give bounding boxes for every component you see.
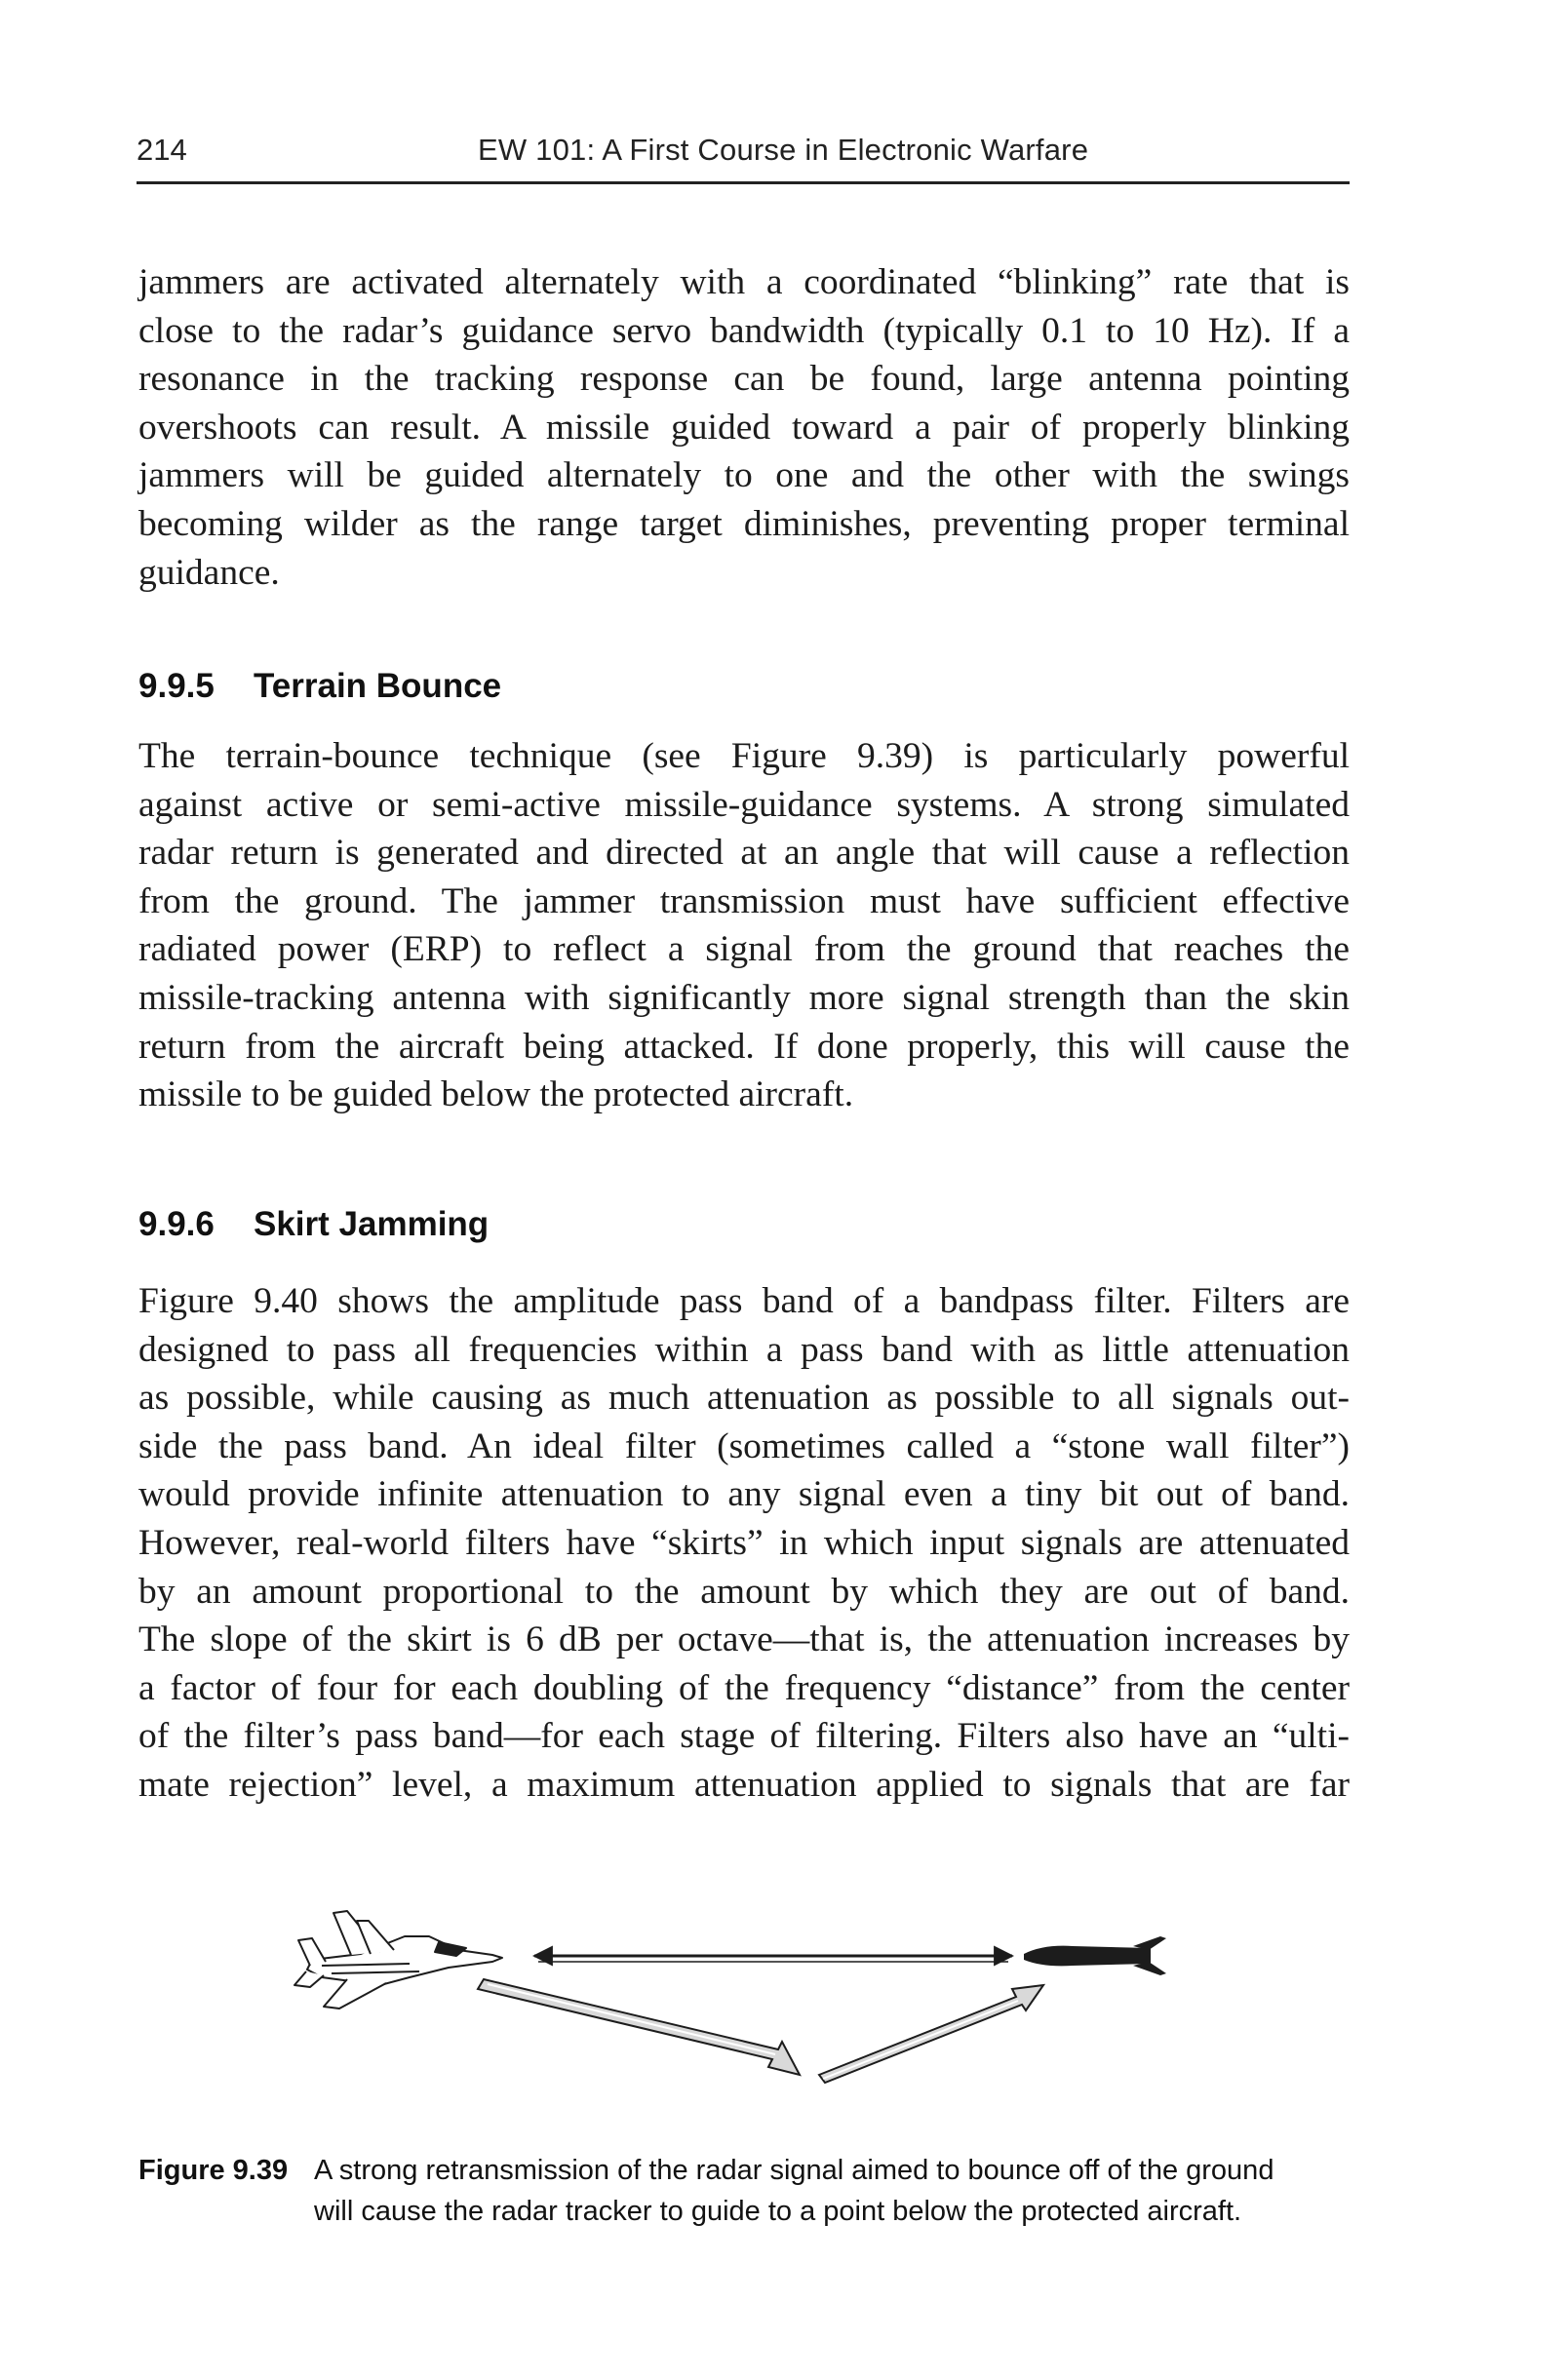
caption-text [314,2150,1357,2232]
paragraph-skirt-jamming [138,1277,1350,1810]
text-line: The slope of the skirt is 6 dB per octave—that is, the attenuation increases by [138,1619,1350,1660]
caption-line: A strong retransmission of the radar signal aimed to bounce off of the ground [314,2155,1274,2186]
section-title: Terrain Bounce [254,667,502,705]
fighter-jet-icon [294,1911,502,2009]
text-line: jammers will be guided alternately to one and the other with the swings [138,455,1350,496]
figure-terrain-bounce [293,1901,1229,2135]
running-header [137,125,1346,176]
text-line: However, real-world filters have “skirts” in which input signals are attenuated [138,1522,1350,1563]
running-title: EW 101: A First Course in Electronic Warfare [478,133,1089,167]
text-line: becoming wilder as the range target diminishes, preventing proper terminal [138,503,1350,544]
text-line: of the filter’s pass band—for each stage of filtering. Filters also have an “ulti- [138,1716,1350,1757]
text-line: radiated power (ERP) to reflect a signal from the ground that reaches the [138,929,1350,970]
missile-icon [1024,1936,1166,1975]
section-title: Skirt Jamming [254,1205,490,1243]
section-heading-terrain-bounce [138,667,501,706]
text-line: close to the radar’s guidance servo bandwidth (typically 0.1 to 10 Hz). If a [138,310,1350,351]
text-line: by an amount proportional to the amount by which they are out of band. [138,1571,1350,1612]
text-line: return from the aircraft being attacked. If done properly, this will cause the [138,1026,1350,1067]
text-line: against active or semi-active missile-guidance systems. A strong simulated [138,784,1350,825]
figure-label: Figure 9.39 [138,2155,289,2186]
text-line: from the ground. The jammer transmission must have sufficient effective [138,880,1350,921]
header-rule [137,181,1350,184]
text-line: radar return is generated and directed at an angle that will cause a reflection [138,833,1350,874]
jammer-beam-arrow [478,1979,800,2075]
section-heading-skirt-jamming [138,1205,489,1244]
paragraph-blinking-jammers [138,258,1350,597]
direct-path-arrow [534,1956,1012,1962]
text-line: guidance. [138,552,280,593]
caption-line: will cause the radar tracker to guide to a point below the protected aircraft. [314,2196,1242,2227]
text-line: side the pass band. An ideal filter (sometimes called a “stone wall filter”) [138,1425,1350,1466]
reflected-beam-arrow [819,1985,1043,2083]
text-line: mate rejection” level, a maximum attenuation applied to signals that are far [138,1764,1350,1805]
section-number: 9.9.5 [138,667,215,705]
paragraph-terrain-bounce [138,732,1350,1119]
text-line: as possible, while causing as much attenuation as possible to all signals out- [138,1378,1350,1419]
text-line: would provide infinite attenuation to any signal even a tiny bit out of band. [138,1474,1350,1515]
text-line: missile to be guided below the protected aircraft. [138,1074,854,1115]
text-line: overshoots can result. A missile guided toward a pair of properly blinking [138,407,1350,448]
text-line: Figure 9.40 shows the amplitude pass band of a bandpass filter. Filters are [138,1281,1350,1321]
page-number: 214 [137,133,187,167]
text-line: designed to pass all frequencies within a pass band with as little attenuation [138,1329,1350,1370]
text-line: missile-tracking antenna with significantly more signal strength than the skin [138,977,1350,1018]
section-number: 9.9.6 [138,1205,215,1243]
text-line: a factor of four for each doubling of the frequency “distance” from the center [138,1667,1350,1708]
text-line: The terrain-bounce technique (see Figure 9.39) is particularly powerful [138,736,1350,776]
text-line: jammers are activated alternately with a coordinated “blinking” rate that is [138,262,1350,302]
text-line: resonance in the tracking response can be found, large antenna pointing [138,359,1350,400]
